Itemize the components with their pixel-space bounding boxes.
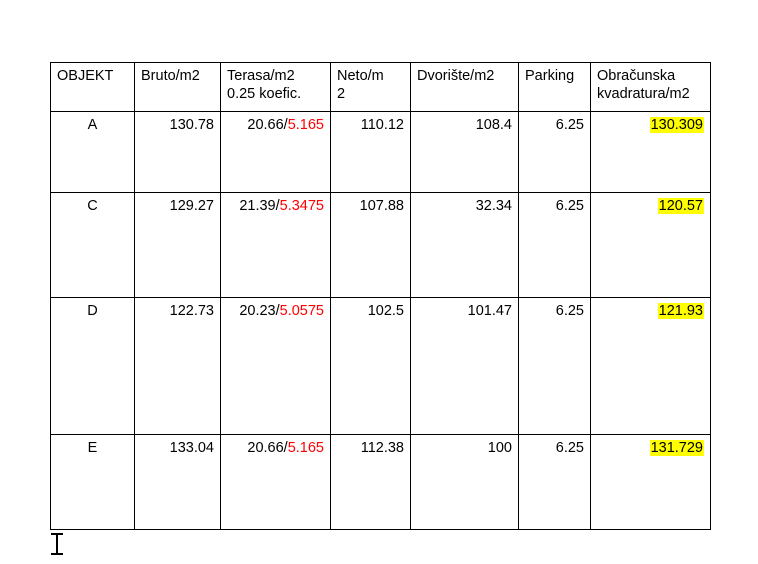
table-header bbox=[51, 63, 711, 112]
cell-neto[interactable]: 112.38 bbox=[331, 435, 411, 530]
cell-bruto[interactable]: 122.73 bbox=[135, 298, 221, 435]
cell-obracunska[interactable] bbox=[591, 112, 711, 193]
column-header-parking bbox=[519, 63, 591, 112]
cell-objekt[interactable]: E bbox=[51, 435, 135, 530]
cell-dvoriste[interactable]: 108.4 bbox=[411, 112, 519, 193]
cell-terasa[interactable] bbox=[221, 193, 331, 298]
cell-dvoriste[interactable]: 100 bbox=[411, 435, 519, 530]
cell-objekt[interactable]: A bbox=[51, 112, 135, 193]
cell-obracunska-value: 131.729 bbox=[650, 440, 703, 456]
data-table bbox=[50, 62, 711, 530]
cell-terasa[interactable] bbox=[221, 435, 331, 530]
cell-terasa-value: 20.66/ bbox=[247, 117, 288, 133]
column-header-parking-label: Parking bbox=[525, 68, 575, 84]
column-header-terasa bbox=[221, 63, 331, 112]
header-row bbox=[51, 63, 711, 112]
column-header-objekt-label: OBJEKT bbox=[57, 68, 114, 84]
table-body bbox=[51, 112, 711, 530]
cell-parking[interactable]: 6.25 bbox=[519, 435, 591, 530]
cell-objekt[interactable]: D bbox=[51, 298, 135, 435]
table-row[interactable] bbox=[51, 435, 711, 530]
column-header-terasa-sublabel: 0.25 koefic. bbox=[227, 86, 302, 103]
cell-bruto[interactable]: 133.04 bbox=[135, 435, 221, 530]
cell-obracunska-value: 121.93 bbox=[658, 303, 703, 319]
spreadsheet-area bbox=[50, 62, 710, 530]
column-header-neto-sublabel: 2 bbox=[337, 86, 346, 103]
column-header-obracunska bbox=[591, 63, 711, 112]
cell-obracunska[interactable] bbox=[591, 298, 711, 435]
text-cursor bbox=[56, 533, 58, 555]
cell-parking[interactable]: 6.25 bbox=[519, 112, 591, 193]
column-header-obracunska-sublabel: kvadratura/m2 bbox=[597, 86, 690, 103]
cell-obracunska-value: 130.309 bbox=[650, 117, 703, 133]
column-header-neto bbox=[331, 63, 411, 112]
cell-bruto[interactable]: 129.27 bbox=[135, 193, 221, 298]
column-header-dvoriste-label: Dvorište/m2 bbox=[417, 68, 495, 84]
cell-dvoriste[interactable]: 101.47 bbox=[411, 298, 519, 435]
column-header-bruto bbox=[135, 63, 221, 112]
column-header-obracunska-label: Obračunska bbox=[597, 68, 676, 84]
cell-bruto[interactable]: 130.78 bbox=[135, 112, 221, 193]
cell-obracunska[interactable] bbox=[591, 193, 711, 298]
cell-dvoriste[interactable]: 32.34 bbox=[411, 193, 519, 298]
cell-terasa-value: 20.23/ bbox=[239, 303, 280, 319]
column-header-neto-label: Neto/m bbox=[337, 68, 384, 84]
column-header-bruto-label: Bruto/m2 bbox=[141, 68, 200, 84]
cell-terasa-value: 21.39/ bbox=[239, 198, 280, 214]
column-header-dvoriste bbox=[411, 63, 519, 112]
cell-terasa-coefficient: 5.3475 bbox=[279, 198, 324, 214]
cell-neto[interactable]: 107.88 bbox=[331, 193, 411, 298]
column-header-objekt bbox=[51, 63, 135, 112]
table-row[interactable] bbox=[51, 112, 711, 193]
cell-obracunska[interactable] bbox=[591, 435, 711, 530]
text-cursor-bottom-serif bbox=[51, 553, 63, 555]
cell-parking[interactable]: 6.25 bbox=[519, 193, 591, 298]
cell-neto[interactable]: 110.12 bbox=[331, 112, 411, 193]
cell-neto[interactable]: 102.5 bbox=[331, 298, 411, 435]
table-row[interactable] bbox=[51, 193, 711, 298]
cell-terasa[interactable] bbox=[221, 298, 331, 435]
cell-terasa[interactable] bbox=[221, 112, 331, 193]
cell-obracunska-value: 120.57 bbox=[658, 198, 703, 214]
cell-objekt[interactable]: C bbox=[51, 193, 135, 298]
cell-terasa-value: 20.66/ bbox=[247, 440, 288, 456]
cell-parking[interactable]: 6.25 bbox=[519, 298, 591, 435]
column-header-terasa-label: Terasa/m2 bbox=[227, 68, 295, 84]
table-row[interactable] bbox=[51, 298, 711, 435]
cell-terasa-coefficient: 5.165 bbox=[287, 440, 324, 456]
cell-terasa-coefficient: 5.165 bbox=[287, 117, 324, 133]
cell-terasa-coefficient: 5.0575 bbox=[279, 303, 324, 319]
